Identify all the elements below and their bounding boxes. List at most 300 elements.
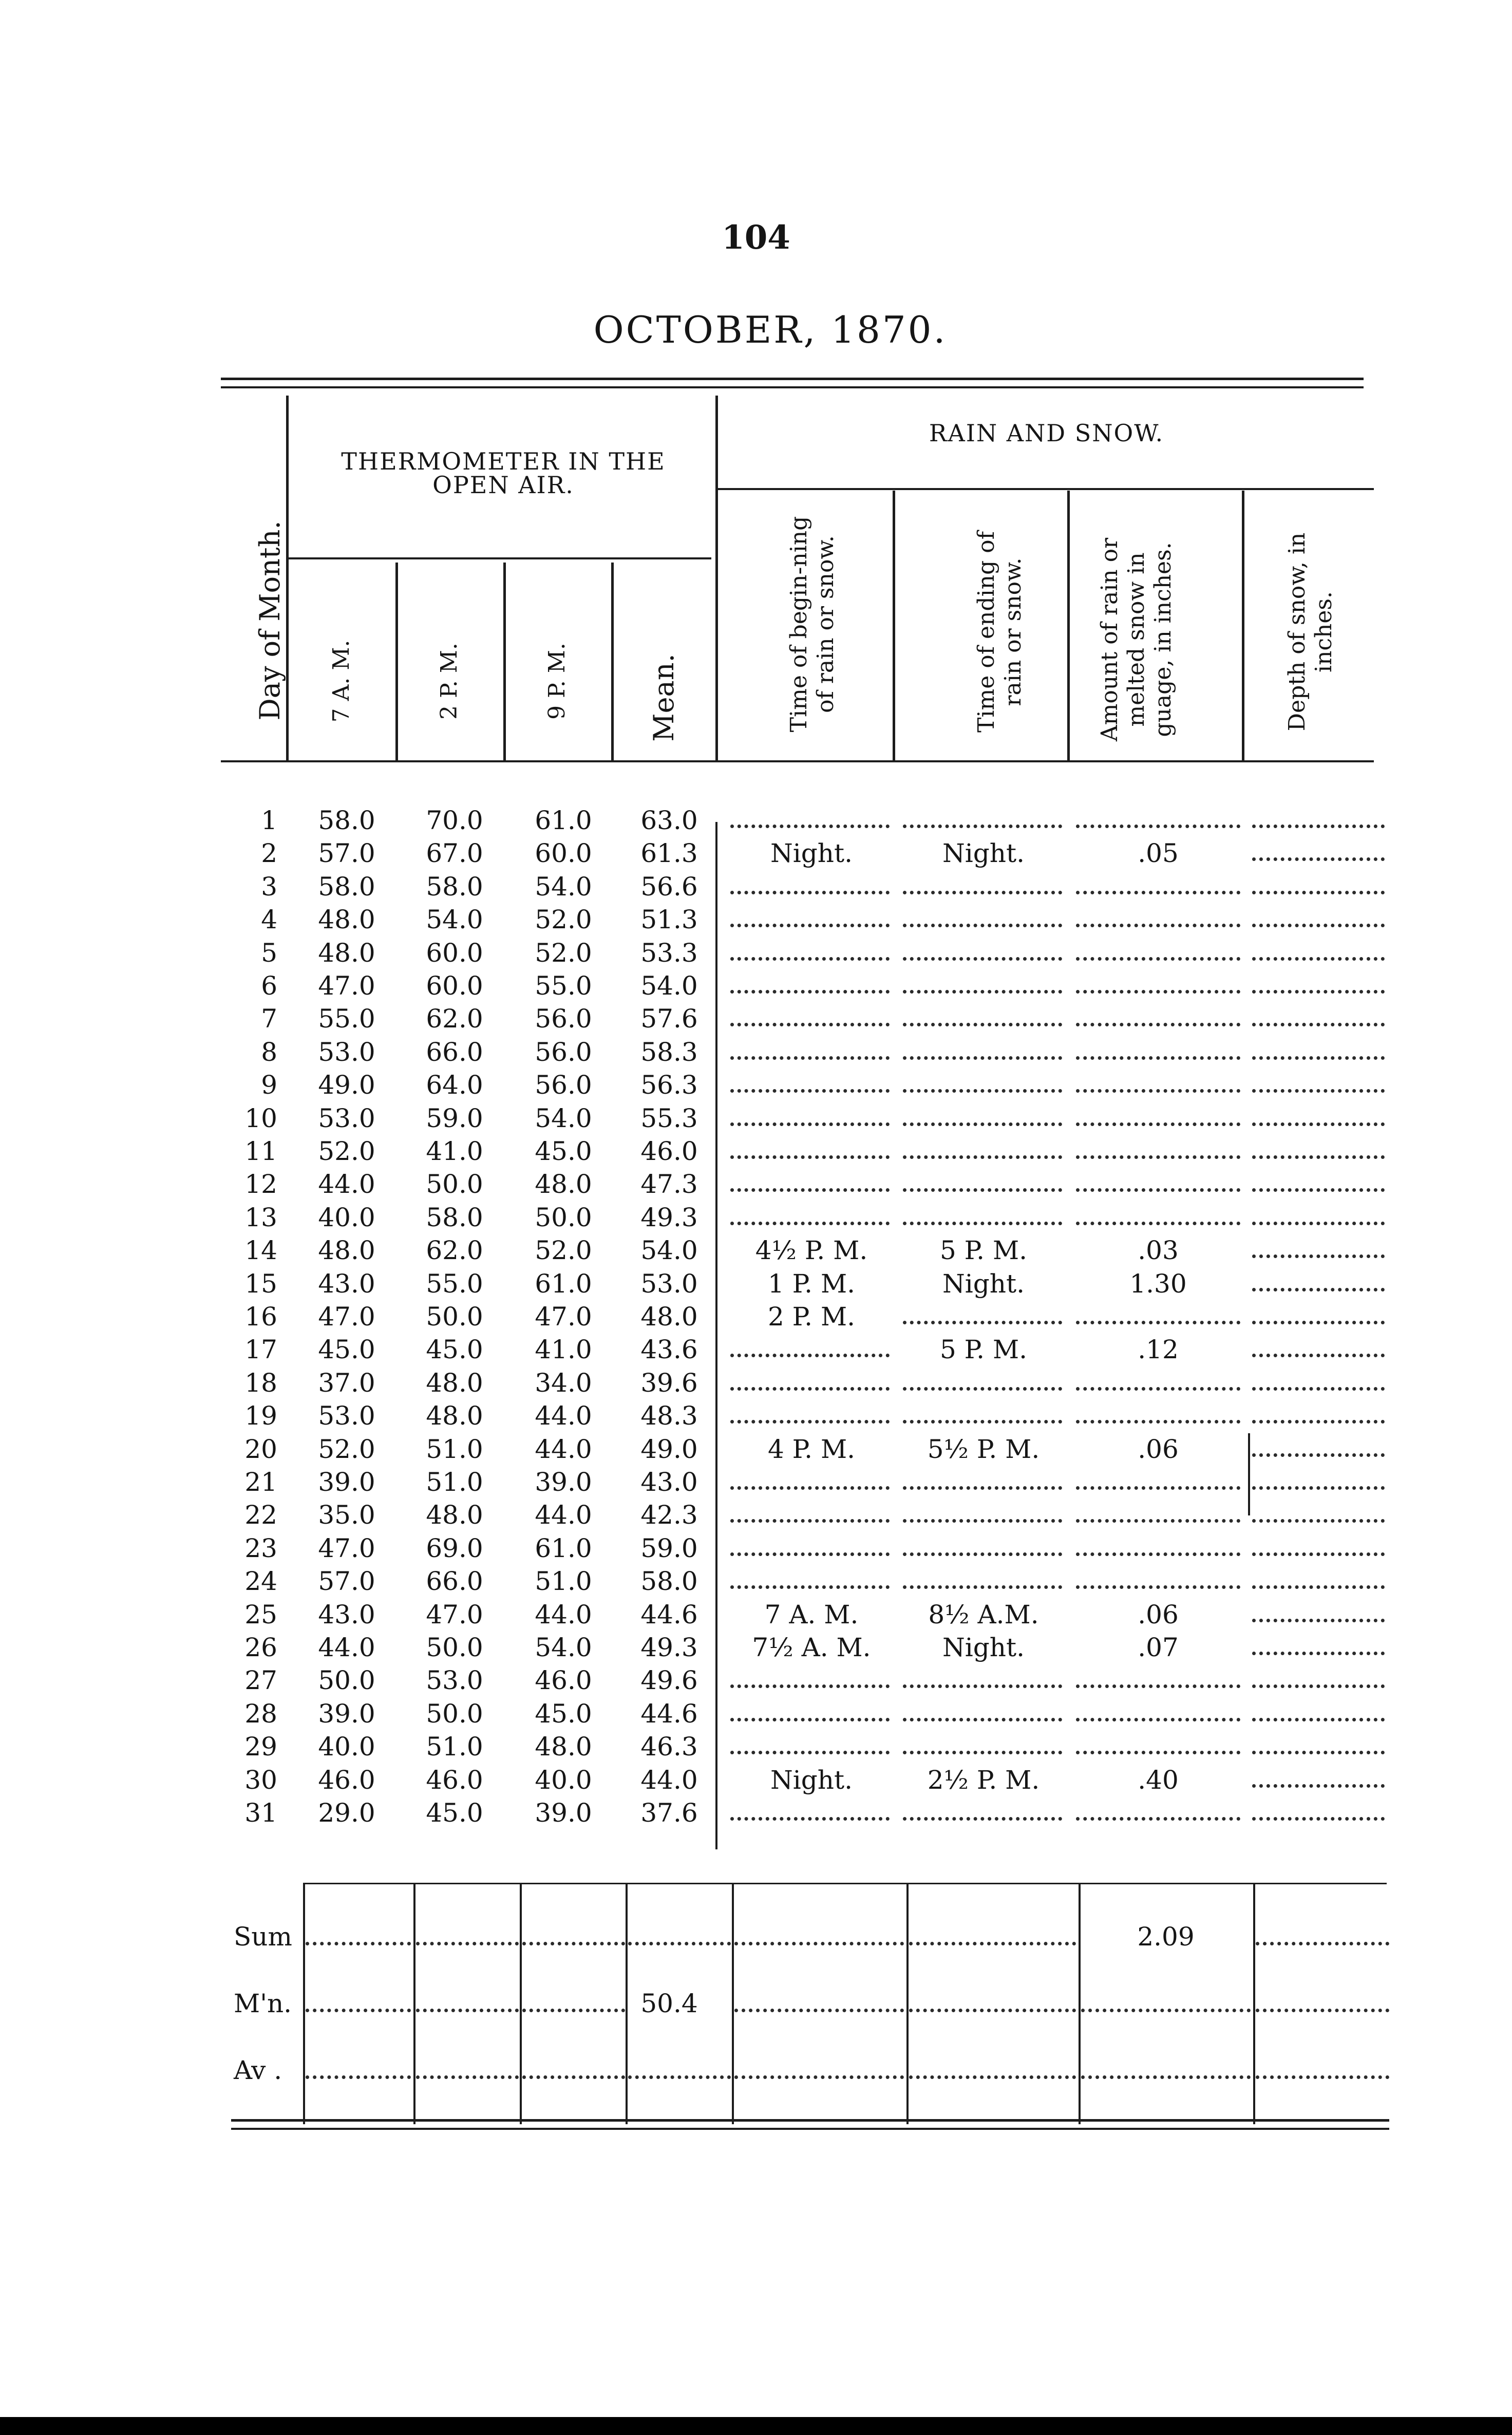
col-9pm-header: 9 P. M. [544, 643, 570, 720]
temp-9pm-cell: 39.0 [535, 1798, 592, 1828]
temp-9pm-cell: 48.0 [535, 1169, 592, 1199]
col-end-header [973, 524, 1035, 740]
snow-depth-cell-empty [1252, 1387, 1385, 1391]
summary-top-rule [303, 1883, 1387, 1884]
temp-mean-cell: 43.6 [640, 1335, 698, 1364]
rain-end-cell-empty [903, 1023, 1062, 1026]
col-begin-text: Time of begin-ning of rain or snow. [786, 516, 839, 733]
rain-end-cell-empty [903, 1188, 1062, 1192]
rain-begin-cell: 4½ P. M. [755, 1235, 868, 1265]
rain-amount-cell: .06 [1138, 1600, 1179, 1629]
rain-end-cell-empty [903, 1089, 1062, 1093]
rain-begin-cell-empty [730, 1420, 890, 1423]
temp-9pm-cell: 45.0 [535, 1699, 592, 1729]
rain-amount-cell-empty [1076, 1122, 1240, 1126]
temp-9pm-cell: 41.0 [535, 1335, 592, 1364]
day-cell: 3 [261, 872, 277, 902]
col-line-7 [1067, 491, 1070, 760]
temp-7am-cell: 52.0 [318, 1136, 375, 1166]
rain-end-cell-empty [903, 1056, 1062, 1060]
temp-mean-cell: 49.6 [640, 1665, 698, 1695]
temp-7am-cell: 52.0 [318, 1434, 375, 1464]
temp-7am-cell: 48.0 [318, 905, 375, 934]
rain-amount-cell-empty [1076, 990, 1240, 994]
temp-2pm-cell: 50.0 [426, 1169, 483, 1199]
snow-depth-cell-empty [1252, 990, 1385, 994]
rain-begin-cell-empty [730, 1354, 890, 1357]
temp-9pm-cell: 54.0 [535, 872, 592, 902]
col-depth-header [1284, 529, 1346, 735]
rain-begin-cell-empty [730, 1155, 890, 1159]
temp-7am-cell: 58.0 [318, 806, 375, 835]
summary-mean-cell: 50.4 [640, 1989, 698, 2018]
summary-dots [522, 2075, 625, 2079]
day-cell: 21 [244, 1467, 277, 1497]
rain-end-cell-empty [903, 1817, 1062, 1821]
rain-end-cell: 5½ P. M. [927, 1434, 1040, 1464]
temp-7am-cell: 44.0 [318, 1169, 375, 1199]
temp-2pm-cell: 54.0 [426, 905, 483, 934]
temp-7am-cell: 43.0 [318, 1269, 375, 1299]
table-row [0, 1267, 1512, 1300]
temp-9pm-cell: 40.0 [535, 1765, 592, 1795]
snow-depth-cell-empty [1252, 1023, 1385, 1026]
day-cell: 23 [244, 1533, 277, 1563]
summary-dots [628, 1942, 731, 1945]
snow-depth-cell-empty [1252, 924, 1385, 927]
col-depth-text: Depth of snow, in inches. [1284, 532, 1337, 732]
rain-end-cell-empty [903, 1519, 1062, 1523]
rain-amount-cell-empty [1076, 1718, 1240, 1721]
page-title: OCTOBER, 1870. [593, 308, 948, 351]
temp-2pm-cell: 60.0 [426, 971, 483, 1001]
temp-2pm-cell: 59.0 [426, 1103, 483, 1133]
table-row [0, 1598, 1512, 1631]
temp-7am-cell: 46.0 [318, 1765, 375, 1795]
temp-7am-cell: 29.0 [318, 1798, 375, 1828]
rain-begin-cell-empty [730, 924, 890, 927]
snow-depth-cell-empty [1252, 1089, 1385, 1093]
rain-amount-cell-empty [1076, 1420, 1240, 1423]
snow-depth-cell-empty [1252, 1056, 1385, 1060]
temp-2pm-cell: 55.0 [426, 1269, 483, 1299]
rain-begin-cell-empty [730, 1222, 890, 1225]
rain-header-rule [716, 488, 1374, 490]
temp-9pm-cell: 51.0 [535, 1566, 592, 1596]
temp-2pm-cell: 62.0 [426, 1235, 483, 1265]
rain-end-cell-empty [903, 1387, 1062, 1391]
thermo-header-rule [288, 557, 711, 559]
temp-mean-cell: 54.0 [640, 971, 698, 1001]
temp-2pm-cell: 51.0 [426, 1732, 483, 1762]
rain-begin-cell: Night. [770, 1765, 853, 1795]
temp-7am-cell: 57.0 [318, 1566, 375, 1596]
top-rule-2 [221, 386, 1364, 388]
snow-depth-cell-empty [1252, 857, 1385, 861]
summary-dots [734, 2075, 904, 2079]
temp-2pm-cell: 50.0 [426, 1302, 483, 1332]
table-row [0, 1399, 1512, 1432]
rain-end-cell-empty [903, 1751, 1062, 1754]
temp-2pm-cell: 41.0 [426, 1136, 483, 1166]
table-row [0, 1102, 1512, 1135]
temp-mean-cell: 58.3 [640, 1037, 698, 1067]
rain-end-cell-empty [903, 1718, 1062, 1721]
rain-begin-cell-empty [730, 1817, 890, 1821]
rain-amount-cell: .06 [1138, 1434, 1179, 1464]
day-cell: 8 [261, 1037, 277, 1067]
rain-begin-cell-empty [730, 1718, 890, 1721]
temp-7am-cell: 53.0 [318, 1037, 375, 1067]
snow-depth-cell-empty [1252, 1585, 1385, 1589]
rain-amount-cell-empty [1076, 1486, 1240, 1490]
day-cell: 9 [261, 1070, 277, 1100]
table-row [0, 1234, 1512, 1267]
temp-7am-cell: 57.0 [318, 838, 375, 868]
summary-amount-cell: 2.09 [1137, 1922, 1195, 1952]
temp-7am-cell: 48.0 [318, 1235, 375, 1265]
day-cell: 16 [244, 1302, 277, 1332]
snow-depth-cell-empty [1252, 825, 1385, 828]
rain-amount-cell-empty [1076, 1552, 1240, 1556]
rain-amount-cell-empty [1076, 1751, 1240, 1754]
col-line-6 [893, 491, 895, 760]
temp-mean-cell: 48.0 [640, 1302, 698, 1332]
rain-begin-cell: 7 A. M. [764, 1600, 859, 1629]
rain-end-cell: 8½ A.M. [928, 1600, 1039, 1629]
day-cell: 12 [244, 1169, 277, 1199]
rain-end-cell: 5 P. M. [939, 1235, 1028, 1265]
temp-mean-cell: 48.3 [640, 1401, 698, 1431]
temp-9pm-cell: 56.0 [535, 1070, 592, 1100]
temp-9pm-cell: 44.0 [535, 1500, 592, 1530]
temp-2pm-cell: 62.0 [426, 1004, 483, 1034]
temp-2pm-cell: 48.0 [426, 1500, 483, 1530]
table-row [0, 969, 1512, 1002]
summary-dots [306, 1942, 411, 1945]
temp-2pm-cell: 60.0 [426, 938, 483, 968]
rain-end-cell: 5 P. M. [939, 1335, 1028, 1364]
table-row [0, 1333, 1512, 1366]
temp-mean-cell: 44.6 [640, 1600, 698, 1629]
temp-mean-cell: 57.6 [640, 1004, 698, 1034]
day-cell: 4 [261, 905, 277, 934]
bottom-rule [231, 2119, 1389, 2122]
rain-begin-cell-empty [730, 990, 890, 994]
rain-amount-cell-empty [1076, 825, 1240, 828]
table-row [0, 1002, 1512, 1035]
rain-begin-cell: 7½ A. M. [752, 1633, 871, 1662]
day-cell: 28 [244, 1699, 277, 1729]
day-cell: 18 [244, 1368, 277, 1398]
table-row [0, 1168, 1512, 1201]
rain-begin-cell-empty [730, 1552, 890, 1556]
day-cell: 30 [244, 1765, 277, 1795]
table-row [0, 1631, 1512, 1664]
temp-9pm-cell: 44.0 [535, 1434, 592, 1464]
table-row [0, 1697, 1512, 1730]
temp-2pm-cell: 50.0 [426, 1699, 483, 1729]
table-row [0, 1730, 1512, 1763]
temp-mean-cell: 63.0 [640, 806, 698, 835]
temp-9pm-cell: 34.0 [535, 1368, 592, 1398]
temp-mean-cell: 61.3 [640, 838, 698, 868]
temp-2pm-cell: 58.0 [426, 1203, 483, 1232]
day-cell: 13 [244, 1203, 277, 1232]
temp-7am-cell: 53.0 [318, 1103, 375, 1133]
table-row [0, 1796, 1512, 1829]
rain-end-cell-empty [903, 1420, 1062, 1423]
table-row [0, 1036, 1512, 1069]
col-7am-header: 7 A. M. [328, 640, 354, 723]
temp-mean-cell: 54.0 [640, 1235, 698, 1265]
table-row [0, 804, 1512, 837]
snow-depth-cell-empty [1252, 1354, 1385, 1357]
rain-amount-cell: 1.30 [1129, 1269, 1187, 1299]
summary-dots [734, 1942, 904, 1945]
snow-depth-cell-empty [1252, 1155, 1385, 1159]
temp-mean-cell: 46.3 [640, 1732, 698, 1762]
snow-depth-cell-empty [1252, 957, 1385, 961]
temp-mean-cell: 51.3 [640, 905, 698, 934]
temp-mean-cell: 49.3 [640, 1203, 698, 1232]
col-begin-header [786, 506, 873, 742]
table-row [0, 1201, 1512, 1234]
rain-end-cell-empty [903, 1486, 1062, 1490]
table-row [0, 1565, 1512, 1598]
table-row [0, 1433, 1512, 1466]
rain-amount-cell-empty [1076, 957, 1240, 961]
snow-depth-cell-empty [1252, 1652, 1385, 1655]
rain-amount-cell-empty [1076, 1387, 1240, 1391]
col-2pm-header: 2 P. M. [436, 643, 462, 720]
temp-mean-cell: 59.0 [640, 1533, 698, 1563]
temp-mean-cell: 47.3 [640, 1169, 698, 1199]
summary-dots [909, 1942, 1076, 1945]
temp-9pm-cell: 61.0 [535, 1533, 592, 1563]
summary-dots [416, 2075, 519, 2079]
day-cell: 26 [244, 1633, 277, 1662]
temp-2pm-cell: 48.0 [426, 1401, 483, 1431]
rain-begin-cell-empty [730, 1023, 890, 1026]
col-line-8 [1242, 491, 1244, 760]
rain-end-cell-empty [903, 825, 1062, 828]
summary-dots [734, 2009, 904, 2012]
table-row [0, 936, 1512, 969]
table-row [0, 1532, 1512, 1565]
temp-9pm-cell: 48.0 [535, 1732, 592, 1762]
temp-9pm-cell: 60.0 [535, 838, 592, 868]
summary-dots [1081, 2009, 1251, 2012]
snow-depth-cell-empty [1252, 1420, 1385, 1423]
summary-label: Sum [234, 1922, 292, 1952]
temp-9pm-cell: 39.0 [535, 1467, 592, 1497]
rain-end-cell: 2½ P. M. [927, 1765, 1040, 1795]
rain-amount-cell-empty [1076, 1817, 1240, 1821]
summary-row [0, 1983, 1512, 2024]
temp-9pm-cell: 44.0 [535, 1600, 592, 1629]
rain-amount-cell-empty [1076, 1089, 1240, 1093]
temp-mean-cell: 58.0 [640, 1566, 698, 1596]
temp-2pm-cell: 45.0 [426, 1335, 483, 1364]
summary-dots [628, 2075, 731, 2079]
day-cell: 19 [244, 1401, 277, 1431]
rain-end-cell: Night. [942, 1633, 1025, 1662]
table-row [0, 1300, 1512, 1333]
rain-end-cell-empty [903, 990, 1062, 994]
rain-amount-cell-empty [1076, 1023, 1240, 1026]
temp-2pm-cell: 66.0 [426, 1037, 483, 1067]
col-line-2 [395, 563, 398, 760]
col-amount-header [1097, 521, 1215, 758]
temp-7am-cell: 47.0 [318, 971, 375, 1001]
temp-7am-cell: 55.0 [318, 1004, 375, 1034]
temp-mean-cell: 53.3 [640, 938, 698, 968]
table-row [0, 870, 1512, 903]
table-row [0, 1664, 1512, 1697]
rain-begin-cell-empty [730, 1089, 890, 1093]
snow-depth-cell-empty [1252, 1188, 1385, 1192]
temp-7am-cell: 43.0 [318, 1600, 375, 1629]
temp-9pm-cell: 56.0 [535, 1004, 592, 1034]
summary-dots [1256, 2009, 1389, 2012]
temp-7am-cell: 53.0 [318, 1401, 375, 1431]
rain-end-cell-empty [903, 957, 1062, 961]
summary-row [0, 2050, 1512, 2091]
rain-amount-cell-empty [1076, 1188, 1240, 1192]
snow-depth-cell-empty [1252, 1619, 1385, 1622]
temp-7am-cell: 47.0 [318, 1533, 375, 1563]
day-cell: 5 [261, 938, 277, 968]
temp-mean-cell: 42.3 [640, 1500, 698, 1530]
rain-amount-cell-empty [1076, 1519, 1240, 1523]
temp-2pm-cell: 67.0 [426, 838, 483, 868]
temp-7am-cell: 47.0 [318, 1302, 375, 1332]
temp-9pm-cell: 61.0 [535, 1269, 592, 1299]
rain-group-header: RAIN AND SNOW. [929, 419, 1164, 447]
rain-begin-cell: 1 P. M. [767, 1269, 856, 1299]
rain-end-cell: Night. [942, 1269, 1025, 1299]
day-of-month-header: Day of Month. [254, 520, 286, 721]
thermometer-group-header: THERMOMETER IN THE OPEN AIR. [341, 447, 666, 499]
bottom-rule-2 [231, 2128, 1389, 2130]
rain-end-cell-empty [903, 891, 1062, 894]
temp-9pm-cell: 52.0 [535, 1235, 592, 1265]
rain-amount-cell-empty [1076, 891, 1240, 894]
rain-end-cell-empty [903, 1321, 1062, 1324]
day-cell: 15 [244, 1269, 277, 1299]
day-cell: 14 [244, 1235, 277, 1265]
temp-2pm-cell: 64.0 [426, 1070, 483, 1100]
temp-7am-cell: 37.0 [318, 1368, 375, 1398]
summary-dots [416, 1942, 519, 1945]
day-cell: 17 [244, 1335, 277, 1364]
temp-7am-cell: 39.0 [318, 1467, 375, 1497]
snow-depth-cell-empty [1252, 1288, 1385, 1291]
snow-depth-cell-empty [1252, 1222, 1385, 1225]
temp-mean-cell: 43.0 [640, 1467, 698, 1497]
temp-9pm-cell: 50.0 [535, 1203, 592, 1232]
rain-amount-cell: .40 [1138, 1765, 1179, 1795]
temp-7am-cell: 44.0 [318, 1633, 375, 1662]
temp-mean-cell: 56.3 [640, 1070, 698, 1100]
temp-9pm-cell: 46.0 [535, 1665, 592, 1695]
temp-mean-cell: 49.0 [640, 1434, 698, 1464]
day-cell: 6 [261, 971, 277, 1001]
rain-end-cell: Night. [942, 838, 1025, 868]
table-row [0, 1366, 1512, 1399]
temp-7am-cell: 49.0 [318, 1070, 375, 1100]
snow-depth-cell-empty [1252, 1486, 1385, 1490]
temp-mean-cell: 46.0 [640, 1136, 698, 1166]
day-cell: 25 [244, 1600, 277, 1629]
temp-2pm-cell: 66.0 [426, 1566, 483, 1596]
temp-7am-cell: 39.0 [318, 1699, 375, 1729]
temp-7am-cell: 48.0 [318, 938, 375, 968]
temp-2pm-cell: 58.0 [426, 872, 483, 902]
snow-depth-cell-empty [1252, 1552, 1385, 1556]
rain-begin-cell-empty [730, 1486, 890, 1490]
page-number: 104 [722, 218, 790, 257]
temp-7am-cell: 35.0 [318, 1500, 375, 1530]
rain-begin-cell-empty [730, 1519, 890, 1523]
day-cell: 31 [244, 1798, 277, 1828]
table-row [0, 1764, 1512, 1796]
summary-dots [909, 2075, 1076, 2079]
rain-begin-cell-empty [730, 957, 890, 961]
snow-depth-cell-empty [1252, 1519, 1385, 1523]
temp-9pm-cell: 54.0 [535, 1103, 592, 1133]
temp-9pm-cell: 54.0 [535, 1633, 592, 1662]
rain-end-cell-empty [903, 924, 1062, 927]
rain-begin-cell-empty [730, 1585, 890, 1589]
table-row [0, 1499, 1512, 1531]
rain-begin-cell-empty [730, 1751, 890, 1754]
rain-begin-cell-empty [730, 1387, 890, 1391]
summary-dots [522, 2009, 625, 2012]
day-cell: 10 [244, 1103, 277, 1133]
temp-7am-cell: 40.0 [318, 1732, 375, 1762]
rain-amount-cell: .03 [1138, 1235, 1179, 1265]
temp-mean-cell: 37.6 [640, 1798, 698, 1828]
temp-9pm-cell: 47.0 [535, 1302, 592, 1332]
rain-end-cell-empty [903, 1585, 1062, 1589]
day-cell: 7 [261, 1004, 277, 1034]
table-row [0, 1466, 1512, 1499]
snow-depth-cell-empty [1252, 1784, 1385, 1788]
rain-amount-cell: .07 [1138, 1633, 1179, 1662]
top-rule [221, 378, 1364, 380]
temp-mean-cell: 39.6 [640, 1368, 698, 1398]
rain-end-cell-empty [903, 1122, 1062, 1126]
temp-7am-cell: 40.0 [318, 1203, 375, 1232]
rain-amount-cell-empty [1076, 1155, 1240, 1159]
temp-mean-cell: 44.6 [640, 1699, 698, 1729]
temp-9pm-cell: 52.0 [535, 938, 592, 968]
rain-begin-cell-empty [730, 825, 890, 828]
table-row [0, 1069, 1512, 1101]
col-end-text: Time of ending of rain or snow. [973, 531, 1026, 733]
day-cell: 1 [261, 806, 277, 835]
header-bottom-rule [221, 760, 1374, 762]
summary-dots [306, 2009, 411, 2012]
temp-mean-cell: 56.6 [640, 872, 698, 902]
temp-2pm-cell: 51.0 [426, 1434, 483, 1464]
rain-begin-cell-empty [730, 1122, 890, 1126]
temp-7am-cell: 58.0 [318, 872, 375, 902]
snow-depth-cell-empty [1252, 1254, 1385, 1258]
temp-9pm-cell: 61.0 [535, 806, 592, 835]
